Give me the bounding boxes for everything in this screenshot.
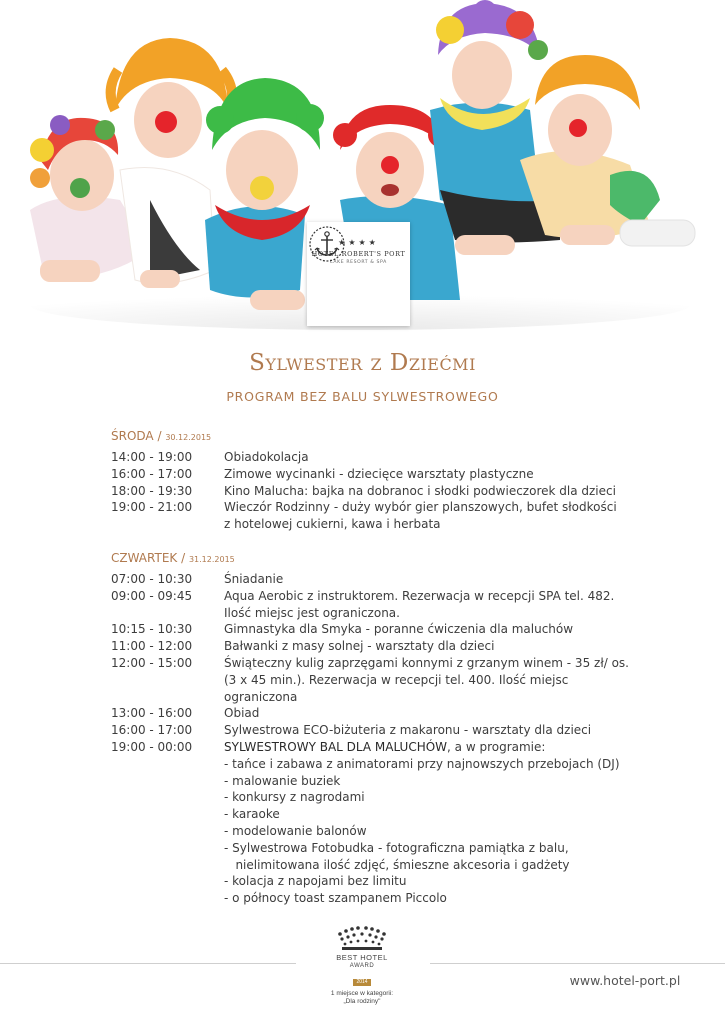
page-title: Sylwester z Dziećmi (249, 350, 476, 376)
award-subtitle: AWARD (349, 963, 375, 969)
ball-program-item: - modelowanie balonów (224, 823, 367, 838)
website-link[interactable]: www.hotel-port.pl (569, 973, 681, 988)
award-category-label: 1 miejsce w kategorii: (330, 990, 394, 997)
row-desc: Obiad (224, 706, 260, 721)
award-crown-icon (334, 926, 390, 952)
row-time: 13:00 - 16:00 (111, 706, 193, 721)
logo-stars: ★★★★ (338, 238, 379, 247)
row-time: 11:00 - 12:00 (111, 639, 193, 654)
schedule-row (111, 499, 631, 533)
row-desc-continued: Ilość miejsc jest ograniczona. (224, 605, 400, 620)
ball-program-item: - malowanie buziek (224, 773, 341, 788)
logo-tagline: LAKE RESORT & SPA (330, 260, 387, 265)
day-date: 30.12.2015 (165, 433, 212, 442)
schedule-row (111, 466, 631, 483)
hero-photo (0, 0, 725, 335)
footer-divider-left (0, 963, 296, 964)
row-time: 10:15 - 10:30 (111, 622, 193, 637)
award-year-badge: 2014 (353, 979, 370, 986)
schedule-row (111, 621, 631, 638)
row-time: 18:00 - 19:30 (111, 483, 193, 498)
day-separator: / (153, 429, 166, 443)
ball-headline-suffix: , a w programie: (447, 739, 546, 754)
ball-program-item: - tańce i zabawa z animatorami przy najnowszych przebojach (DJ) (224, 756, 620, 771)
row-desc: Wieczór Rodzinny - duży wybór gier planszowych, bufet słodkości (224, 500, 617, 515)
row-desc: Śniadanie (224, 572, 284, 586)
day-heading (111, 429, 631, 445)
schedule-row (111, 483, 631, 500)
footer-divider-right (430, 963, 725, 964)
ball-program-item: - kolacja z napojami bez limitu (224, 874, 407, 889)
schedule-day-1 (111, 429, 631, 533)
row-desc: Gimnastyka dla Smyka - poranne ćwiczenia dla maluchów (224, 622, 574, 637)
ball-program-item: - konkursy z nagrodami (224, 790, 365, 805)
row-time: 14:00 - 19:00 (111, 450, 193, 464)
anchor-icon (307, 224, 347, 264)
row-time: 16:00 - 17:00 (111, 723, 193, 738)
best-hotel-award (312, 926, 412, 1006)
ball-row (111, 739, 631, 907)
row-time: 07:00 - 10:30 (111, 572, 193, 586)
row-desc-continued: (3 x 45 min.). Rezerwacja w recepcji tel. 400. Ilość miejsc ograniczona (224, 672, 569, 704)
day-separator: / (177, 551, 189, 565)
row-desc: Aqua Aerobic z instruktorem. Rezerwacja w recepcji SPA tel. 482. (224, 588, 615, 603)
day-date: 31.12.2015 (188, 555, 235, 564)
row-time: 12:00 - 15:00 (111, 655, 193, 670)
row-desc: Zimowe wycinanki - dziecięce warsztaty plastyczne (224, 466, 534, 481)
row-desc: Sylwestrowa ECO-biżuteria z makaronu - warsztaty dla dzieci (224, 723, 592, 738)
ball-headline: SYLWESTROWY BAL DLA MALUCHÓW (224, 739, 448, 754)
row-desc: Obiadokolacja (224, 450, 309, 464)
hotel-logo-card (307, 222, 410, 326)
row-desc-continued: z hotelowej cukierni, kawa i herbata (224, 517, 441, 532)
day-label: ŚRODA (111, 429, 154, 443)
row-time: 19:00 - 00:00 (111, 739, 193, 754)
award-title: BEST HOTEL (336, 953, 388, 962)
ball-program-item: - Sylwestrowa Fotobudka - fotograficzna pamiątka z balu, (224, 840, 569, 855)
schedule-row (111, 722, 631, 739)
row-time: 16:00 - 17:00 (111, 466, 193, 481)
row-time: 09:00 - 09:45 (111, 588, 193, 603)
day-label: CZWARTEK (111, 551, 178, 565)
row-desc: Świąteczny kulig zaprzęgami konnymi z grzanym winem - 35 zł/ os. (224, 655, 629, 670)
schedule-day-2 (111, 551, 631, 907)
ball-program-item: - o północy toast szampanem Piccolo (224, 891, 447, 906)
row-desc: Bałwanki z masy solnej - warsztaty dla dzieci (224, 639, 495, 654)
award-category: „Dla rodziny" (343, 998, 381, 1005)
day-heading (111, 551, 631, 567)
schedule-row (111, 588, 631, 622)
page-subtitle: PROGRAM BEZ BALU SYLWESTROWEGO (226, 389, 499, 404)
schedule-row (111, 705, 631, 722)
schedule-row (111, 571, 631, 588)
row-time: 19:00 - 21:00 (111, 500, 193, 515)
ball-program-item: nielimitowana ilość zdjęć, śmieszne akcesoria i gadżety (224, 857, 570, 872)
schedule-row (111, 638, 631, 655)
schedule-row (111, 655, 631, 705)
row-desc: Kino Malucha: bajka na dobranoc i słodki podwieczorek dla dzieci (224, 483, 616, 498)
schedule-row (111, 449, 631, 466)
logo-hotel-name: HOTEL ROBERT'S PORT (311, 250, 406, 258)
ball-program-item: - karaoke (224, 807, 280, 822)
